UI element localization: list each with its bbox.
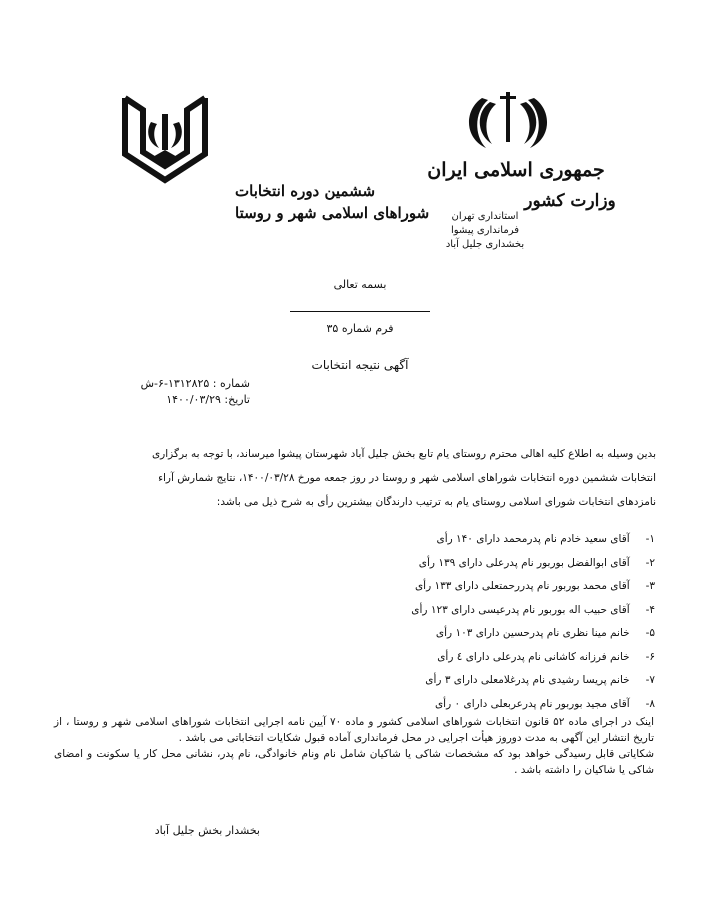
intro-line: انتخابات ششمین دوره انتخابات شوراهای اسلامی شهر و روستا در روز جمعه مورخ ۱۴۰۰/۰۳/۲۸، نتایج شمارش آراء (158, 472, 656, 484)
closing-paragraph (54, 714, 654, 778)
candidate-text: آقای حبیب اله بوربور نام پدرعیسی دارای ۱۲۳ رأی (411, 603, 630, 616)
bismillah: بسمه تعالی (333, 278, 387, 291)
candidate-rank: ۱- (645, 533, 655, 545)
candidate-list (235, 528, 655, 716)
list-item (235, 693, 655, 717)
iran-coat-of-arms-icon (420, 88, 616, 228)
svg-text:جمهوری اسلامی ایران: جمهوری اسلامی ایران (427, 159, 605, 181)
office-line: بخشداری جلیل آباد (445, 239, 525, 250)
candidate-rank: ۴- (645, 603, 655, 616)
election-logo (85, 88, 430, 228)
closing-line: اینک در اجرای ماده ۵۲ قانون انتخابات شوراهای اسلامی کشور و ماده ۷۰ آیین نامه اجرایی انتخابات شوراهای اسلامی شهر و روستا ، از تاریخ انتشار این آگهی به مدت دوروز هیأت اجرایی در محل فرمانداری آماده قبول شکایات انتخاباتی می باشد . (54, 716, 654, 744)
list-item (235, 669, 655, 693)
candidate-rank: ۵- (645, 627, 655, 639)
document-meta (110, 376, 250, 408)
ballot-box-icon (85, 88, 430, 228)
candidate-rank: ۳- (645, 580, 655, 592)
svg-text:شوراهای اسلامی شهر و روستا: شوراهای اسلامی شهر و روستا (235, 204, 430, 222)
candidate-text: خانم فرزانه کاشانی نام پدرعلی دارای ٤ رأی (437, 650, 630, 663)
list-item (235, 622, 655, 646)
candidate-rank: ۷- (645, 674, 655, 686)
candidate-text: آقای محمد بوربور نام پدررحمتعلی دارای ۱۳۳ رأی (414, 580, 630, 592)
list-item (235, 575, 655, 599)
candidate-text: خانم پریسا رشیدی نام پدرغلامعلی دارای ۳ رأی (425, 674, 630, 686)
intro-paragraph (56, 442, 656, 514)
intro-line: بدین وسیله به اطلاع کلیه اهالی محترم روستای یام تابع بخش جلیل آباد شهرستان پیشوا میرساند، با توجه به برگزاری (151, 448, 656, 460)
list-item (235, 646, 655, 670)
list-item (235, 552, 655, 576)
document-number: شماره : ۱۳۱۲۸۲۵-۶-ش (140, 377, 250, 390)
signature: بخشدار بخش جلیل آباد (154, 824, 260, 837)
list-item (235, 599, 655, 623)
intro-line: نامزدهای انتخابات شورای اسلامی روستای یام به ترتیب دارندگان بیشترین رأی به شرح ذیل می باشد: (216, 496, 656, 508)
svg-text:ششمین دوره انتخابات: ششمین دوره انتخابات (235, 182, 376, 200)
candidate-text: آقای مجید بوربور نام پدرعربعلی دارای ۰ رأی (434, 697, 630, 710)
document-date: تاریخ: ۱۴۰۰/۰۳/۲۹ (166, 393, 250, 406)
candidate-text: آقای سعید خادم نام پدرمحمد دارای ۱۴۰ رأی (436, 533, 630, 545)
office-line: استانداری تهران (451, 211, 519, 222)
candidate-rank: ۶- (645, 650, 655, 663)
closing-line: شکایاتی قابل رسیدگی خواهد بود که مشخصات شاکی یا شاکیان شامل نام ونام خانوادگی، نام پدر، نشانی محل کار یا سکونت و امضای شاکی یا شاکیان را داشته باشد . (54, 748, 654, 776)
form-number: فرم شماره ۳۵ (326, 322, 394, 335)
candidate-text: آقای ابوالفضل بوربور نام پدرعلی دارای ۱۳۹ رأی (418, 556, 630, 569)
svg-text:وزارت کشور: وزارت کشور (524, 191, 616, 211)
iran-emblem (420, 88, 616, 228)
title-divider (290, 311, 430, 312)
office-line: فرمانداری پیشوا (450, 225, 519, 236)
candidate-rank: ۲- (645, 556, 655, 569)
notice-title: آگهی نتیجه انتخابات (311, 358, 409, 372)
list-item (235, 528, 655, 552)
candidate-text: خانم مینا نظری نام پدرحسین دارای ۱۰۳ رأی (435, 627, 630, 639)
candidate-rank: ۸- (645, 697, 655, 710)
